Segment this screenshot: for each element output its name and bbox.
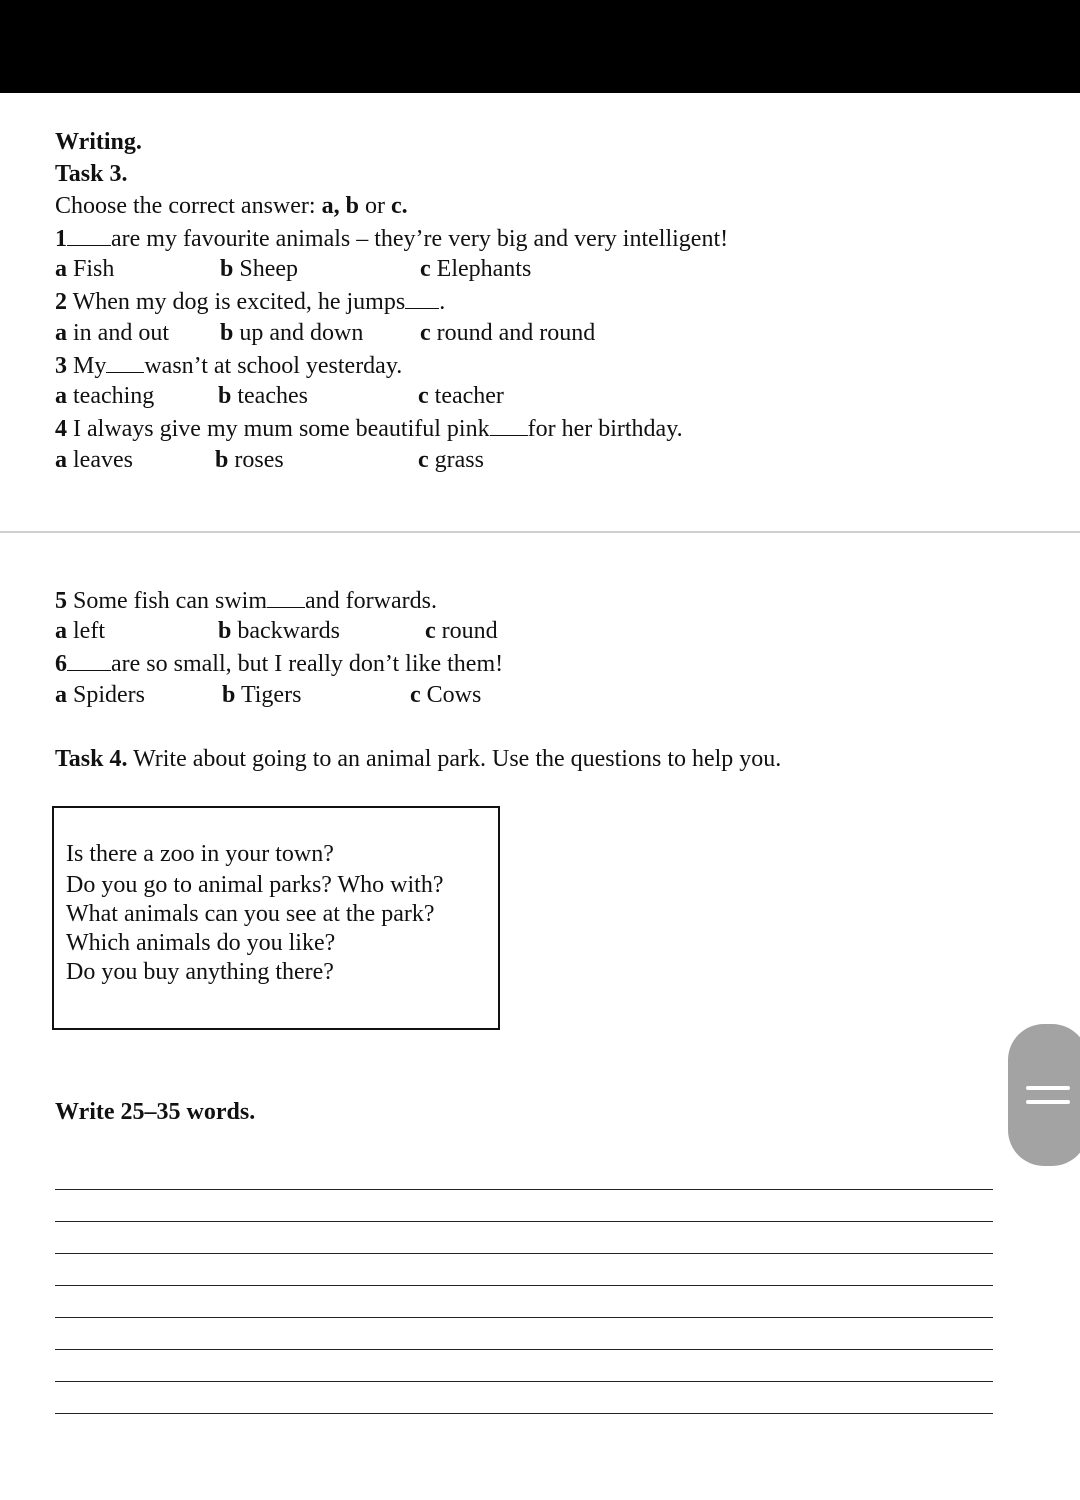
instruction-or: or [358,193,391,219]
instruction-b: b [345,193,359,219]
answer-blank [106,350,144,373]
answer-blank [267,585,305,608]
prompt-line: Do you buy anything there? [66,959,334,985]
question-3 [55,350,402,381]
option-4c: c grass [418,447,484,473]
writing-line[interactable] [55,1189,993,1190]
question-text: When my dog is excited, he jumps [72,289,406,315]
task4-title: Task 4. [55,746,128,772]
grip-icon [1026,1086,1070,1090]
question-5 [55,585,437,616]
question-text-end: wasn’t at school yesterday. [144,353,403,379]
option-6b: b Tigers [222,682,302,708]
instruction-a: a, [321,193,346,219]
question-text: are my favourite animals – they’re very big and very intelligent! [111,226,729,252]
word-count-instruction: Write 25–35 words. [55,1099,256,1125]
writing-line[interactable] [55,1349,993,1350]
option-4a: a leaves [55,447,133,473]
question-number: 2 [55,289,67,315]
question-2 [55,286,445,317]
question-number: 1 [55,226,67,252]
top-black-bar [0,0,1080,93]
question-4 [55,413,683,444]
answer-blank [405,286,439,309]
question-number: 5 [55,588,67,614]
question-text-end: . [439,289,446,315]
question-6 [55,648,503,679]
question-text: Some fish can swim [73,588,267,614]
question-text: My [73,353,107,379]
option-5c: c round [425,618,498,644]
writing-line[interactable] [55,1253,993,1254]
option-6c: c Cows [410,682,482,708]
task4-text: Write about going to an animal park. Use the questions to help you. [127,746,782,772]
writing-line[interactable] [55,1285,993,1286]
task3-title: Task 3. [55,161,128,187]
task4-instruction [55,744,781,774]
option-1c: c Elephants [420,256,532,282]
question-number: 6 [55,651,67,677]
option-5b: b backwards [218,618,340,644]
question-text-end: for her birthday. [527,416,683,442]
writing-line[interactable] [55,1413,993,1414]
option-6a: a Spiders [55,682,145,708]
question-number: 4 [55,416,67,442]
answer-blank [67,223,111,246]
prompt-line: Which animals do you like? [66,930,336,956]
question-text: I always give my mum some beautiful pink [73,416,490,442]
option-2b: b up and down [220,320,364,346]
question-text: are so small, but I really don’t like them! [111,651,504,677]
option-2c: c round and round [420,320,596,346]
writing-line[interactable] [55,1381,993,1382]
question-text-end: and forwards. [304,588,437,614]
writing-line[interactable] [55,1317,993,1318]
prompt-box [52,806,500,1030]
option-3a: a teaching [55,383,155,409]
option-1a: a Fish [55,256,115,282]
option-3b: b teaches [218,383,308,409]
page-divider [0,531,1080,533]
prompt-line: Is there a zoo in your town? [66,841,334,867]
question-1 [55,223,728,254]
grip-icon [1026,1100,1070,1104]
instruction-c: c. [390,193,408,219]
scroll-handle[interactable] [1008,1024,1080,1166]
option-4b: b roses [215,447,284,473]
option-3c: c teacher [418,383,504,409]
option-5a: a left [55,618,105,644]
prompt-line: Do you go to animal parks? Who with? [66,872,444,898]
task3-instruction [55,191,408,221]
option-1b: b Sheep [220,256,299,282]
page-heading: Writing. [55,129,142,155]
question-number: 3 [55,353,67,379]
prompt-line: What animals can you see at the park? [66,901,435,927]
option-2a: a in and out [55,320,169,346]
writing-line[interactable] [55,1221,993,1222]
answer-blank [67,648,111,671]
instruction-text: Choose the correct answer: [55,193,322,219]
answer-blank [490,413,528,436]
